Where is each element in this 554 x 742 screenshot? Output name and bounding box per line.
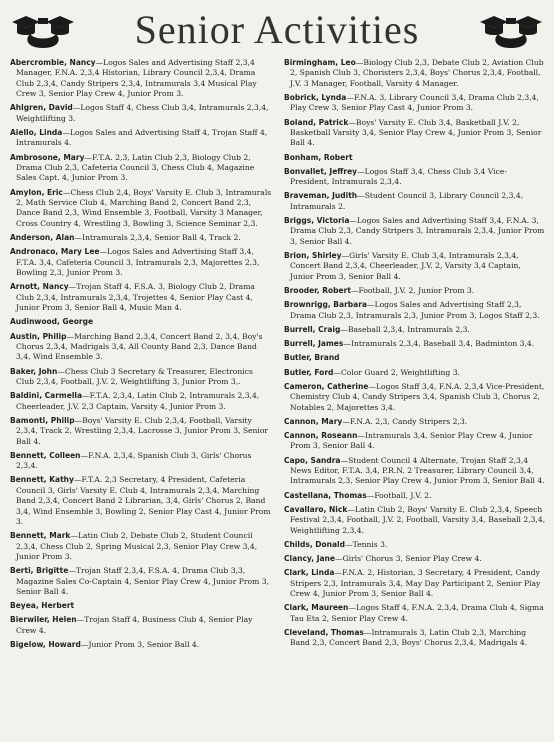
senior-activities: Intramurals 3,4, Senior Play Crew 4, Junior Prom 3, Senior Ball 4.	[290, 430, 533, 451]
senior-entry	[10, 601, 273, 611]
senior-entry	[284, 491, 546, 501]
senior-activities: Tennis 3.	[352, 539, 388, 549]
senior-activities: Intramurals 3, Latin Club 2,3, Marching Band 2,3, Concert Band 2,3, Boys' Chorus 2,3,4, Madrigals 4.	[290, 627, 528, 648]
senior-activities: Logos Sales and Advertising Staff 2,3, Drama Club 2,3, Intramurals 2,3, Junior Prom 3, Logos Staff 2,3.	[290, 300, 540, 320]
senior-activities: Student Council 3, Library Council 2,3,4, Intramurals 2.	[290, 191, 524, 211]
senior-entry	[284, 167, 546, 188]
senior-name: Burrell, James	[284, 339, 344, 349]
entry-separator: —	[68, 566, 76, 576]
entry-separator: —	[342, 416, 350, 426]
senior-name: Briggs, Victoria	[284, 216, 350, 226]
senior-entry	[284, 628, 546, 649]
senior-activities: F.N.A. 2,3, Candy Stripers 2,3.	[349, 416, 468, 426]
senior-name: Bonvallet, Jeffrey	[284, 166, 358, 176]
senior-entry	[10, 58, 273, 100]
senior-name: Capo, Sandra	[284, 455, 341, 465]
entry-separator: —	[70, 531, 79, 541]
senior-entry	[10, 391, 273, 412]
entry-separator: —	[366, 490, 375, 500]
senior-activities: Junior Prom 3, Senior Ball 4.	[88, 640, 200, 650]
senior-activities: Latin Club 2, Boys' Varsity E. Club 2,3,4, Speech Festival 2,3,4, Football, J.V. 2, Football, Varsity 3,4, Baseball 2,3,4, Weightlifting 2,3,4.	[290, 504, 546, 535]
senior-entry	[10, 317, 273, 327]
senior-entry	[10, 128, 273, 149]
senior-activities: F.N.A. 3, Library Council 3,4, Drama Club 2,3,4, Play Crew 3, Senior Play Cast 4, Junior Prom 3.	[290, 93, 539, 113]
senior-name: Anderson, Alan	[10, 233, 75, 243]
senior-name: Ambrosone, Mary	[10, 152, 85, 162]
entry-separator: —	[357, 166, 365, 176]
entry-separator: —	[343, 339, 351, 349]
senior-name: Bobrick, Lynda	[284, 93, 347, 103]
entry-separator: —	[348, 117, 356, 127]
senior-activities: Boys' Varsity E. Club 2,3,4, Football, Varsity 2,3,4, Track 2, Wrestling 2,3,4, Lacrosse 3, Junior Prom 3, Senior Ball 4.	[16, 415, 269, 446]
senior-name: Cameron, Catherine	[284, 381, 369, 391]
entry-separator: —	[341, 251, 350, 261]
senior-entry	[284, 456, 546, 487]
graduation-cap-emblem-icon	[476, 10, 546, 52]
senior-name: Audinwood, George	[10, 317, 94, 327]
senior-entry	[10, 233, 273, 243]
senior-name: Bonham, Robert	[284, 152, 353, 162]
senior-name: Clark, Linda	[284, 568, 335, 578]
senior-name: Arnott, Nancy	[10, 282, 69, 292]
entry-separator: —	[80, 640, 89, 650]
entry-separator: —	[357, 430, 366, 440]
senior-entry	[284, 191, 546, 212]
senior-activities: Trojan Staff 4, Business Club 4, Senior Play Crew 4.	[16, 615, 253, 635]
senior-name: Amylon, Eric	[10, 187, 63, 197]
senior-name: Childs, Donald	[284, 539, 345, 549]
senior-entry	[284, 339, 546, 349]
entry-separator: —	[346, 93, 354, 103]
entry-separator: —	[68, 282, 77, 292]
senior-entry	[284, 325, 546, 335]
entry-separator: —	[66, 331, 75, 341]
entry-separator: —	[355, 58, 364, 67]
senior-entry	[284, 431, 546, 452]
senior-entry	[284, 540, 546, 550]
senior-activities: Girls' Varsity E. Club 3,4, Intramurals 2,3,4, Concert Band 2,3,4, Cheerleader, J.V. 2, Varsity 3,4 Captain, Junior Prom 3, Senior Ball 4.	[290, 251, 521, 281]
header	[0, 0, 554, 58]
entry-separator: —	[368, 381, 376, 391]
senior-name: Clark, Maureen	[284, 603, 349, 613]
entry-separator: —	[84, 152, 93, 162]
senior-name: Berti, Brigitte	[10, 566, 69, 576]
senior-entry	[10, 475, 273, 527]
entry-separator: —	[57, 366, 65, 376]
senior-activities: Logos Sales and Advertising Staff 2,3,4 Manager, F.N.A. 2,3,4 Historian, Library Council 2,3,4, Drama Club 2,3,4, Candy Stripers 2,3,4, Intramurals 3,4 Musical Play Crew 3, Senior Play Crew 4, Junior Prom 3.	[16, 58, 257, 99]
senior-entry	[10, 247, 273, 278]
right-column	[284, 58, 546, 652]
senior-name: Bennett, Kathy	[10, 475, 74, 485]
senior-entry	[10, 531, 273, 562]
senior-activities: F.N.A. 2,3,4, Spanish Club 3, Girls' Chorus 2,3,4.	[16, 450, 252, 471]
senior-activities: Logos Staff 4, F.N.A. 2,3,4, Drama Club 4, Sigma Tau Eta 2, Senior Play Crew 4.	[290, 603, 544, 623]
entry-separator: —	[334, 553, 343, 563]
senior-entry	[284, 286, 546, 296]
entry-separator: —	[76, 615, 85, 625]
senior-activities: Boys' Varsity E. Club 3,4, Basketball J.V. 2, Basketball Varsity 3,4, Senior Play Crew 4, Junior Prom 3, Senior Ball 4.	[290, 117, 542, 148]
entry-separator: —	[366, 300, 375, 310]
senior-activities: Logos Staff 4, Chess Club 3,4, Intramurals 2,3,4, Weightlifting 3.	[16, 103, 269, 123]
senior-activities: Girls' Chorus 3, Senior Play Crew 4.	[342, 553, 482, 563]
senior-name: Butler, Brand	[284, 353, 340, 363]
entry-separator: —	[74, 415, 83, 425]
entry-separator: —	[347, 504, 355, 514]
senior-name: Aiello, Linda	[10, 128, 63, 138]
senior-entry	[284, 58, 546, 89]
entry-separator: —	[340, 324, 348, 334]
senior-name: Butler, Ford	[284, 367, 334, 377]
senior-name: Bennett, Mark	[10, 531, 71, 541]
senior-name: Boland, Patrick	[284, 117, 349, 127]
senior-entry	[284, 300, 546, 321]
senior-name: Beyea, Herbert	[10, 601, 75, 611]
senior-name: Austin, Philip	[10, 331, 67, 341]
senior-entry	[284, 568, 546, 599]
entry-separator: —	[340, 455, 349, 465]
senior-entry	[10, 153, 273, 184]
senior-name: Cannon, Mary	[284, 416, 343, 426]
entry-separator: —	[95, 58, 104, 67]
senior-entry	[284, 417, 546, 427]
senior-activities: F.N.A. 2, Historian, 3 Secretary, 4 President, Candy Stripers 2,3, Intramurals 3,4, May Day Participant 2, Senior Play Crew 4, Junior Prom 3, Senior Ball 4.	[290, 568, 541, 598]
page-title: Senior Activities	[134, 7, 420, 52]
senior-activities: Football, J.V. 2.	[374, 490, 432, 500]
senior-name: Bennett, Colleen	[10, 450, 81, 460]
senior-activities: Intramurals 2,3,4, Senior Ball 4, Track 2.	[82, 233, 241, 243]
senior-activities: Logos Sales and Advertising Staff 3,4, F.N.A. 3, Drama Club 2,3, Candy Stripers 3, Intramurals 2,3,4, Junior Prom 3, Senior Ball 4.	[290, 216, 545, 246]
senior-name: Abercrombie, Nancy	[10, 58, 96, 67]
senior-entry	[284, 93, 546, 114]
senior-activities: Biology Club 2,3, Debate Club 2, Aviation Club 2, Spanish Club 3, Choristers 2,3,4, Boys' Chorus 2,3,4, Football, J.V. 3 Manager, Football, Varsity 4 Manager.	[290, 58, 544, 88]
senior-name: Bamonti, Philip	[10, 415, 75, 425]
senior-name: Birmingham, Leo	[284, 58, 356, 67]
senior-entry	[284, 382, 546, 413]
entry-separator: —	[82, 391, 90, 401]
senior-activities: Chess Club 3 Secretary & Treasurer, Electronics Club 2,3,4, Football, J.V. 2, Weightlifting 3, Junior Prom 3,.	[16, 366, 253, 386]
entry-separator: —	[350, 286, 359, 296]
senior-name: Cavallaro, Nick	[284, 504, 348, 514]
senior-name: Baker, John	[10, 366, 58, 376]
entry-separator: —	[334, 568, 342, 578]
entry-separator: —	[349, 216, 357, 226]
senior-name: Bierwiler, Helen	[10, 615, 77, 625]
senior-activities: Marching Band 2,3,4, Concert Band 2, 3,4, Boy's Chorus 2,3,4, Madrigals 3,4, All County Band 2,3, Dance Band 3,4, Wind Ensemble 3.	[16, 331, 263, 362]
senior-activities: Latin Club 2, Debate Club 2, Student Council 2,3,4, Chess Club 2, Spring Musical 2,3, Senior Play Crew 3,4, Junior Prom 3.	[16, 531, 258, 562]
entry-separator: —	[72, 103, 81, 113]
senior-activities: Chess Club 2,4, Boys' Varsity E. Club 3, Intramurals 2, Math Service Club 4, Marching Band 2, Concert Band 2,3, Dance Band 2,3, Wind Ensemble 3, Football, Varsity 3 Manager, Cross Country 4, Wrestling 3, Bowling 3, Science Seminar 2,3.	[16, 187, 272, 228]
senior-entry	[284, 353, 546, 363]
senior-entry	[10, 416, 273, 447]
senior-name: Bigelow, Howard	[10, 640, 81, 650]
entry-separator: —	[99, 247, 108, 257]
senior-entry	[10, 640, 273, 650]
senior-entry	[284, 251, 546, 282]
senior-name: Brion, Shirley	[284, 251, 342, 261]
senior-entry	[284, 216, 546, 247]
senior-activities: Logos Staff 3,4, F.N.A. 2,3,4 Vice-President, Chemistry Club 4, Candy Stripers 3,4, Spanish Club 3, Chorus 2, Notables 2, Majorettes 3,4.	[290, 381, 545, 412]
senior-entry	[284, 505, 546, 536]
entry-separator: —	[73, 475, 82, 485]
entry-separator: —	[348, 603, 356, 613]
senior-entry	[10, 451, 273, 472]
senior-name: Cleveland, Thomas	[284, 627, 364, 637]
senior-activities: Trojan Staff 4, F.S.A. 3, Biology Club 2, Drama Club 2,3,4, Intramurals 2,3,4, Trojettes 4, Senior Play Cast 4, Junior Prom 3, Senior Ball 4, Music Man 4.	[16, 282, 255, 313]
senior-name: Clancy, Jane	[284, 553, 335, 563]
senior-entry	[284, 118, 546, 149]
senior-name: Baldini, Carmella	[10, 391, 83, 401]
senior-activities: Student Council 4 Alternate, Trojan Staff 2,3,4 News Editor, F.T.A. 3,4, P.R.N. 2 Treasurer, Library Council 3,4, Intramurals 2,3, Senior Play Crew 4, Junior Prom 3, Senior Ball 4.	[290, 455, 545, 486]
senior-entry	[284, 554, 546, 564]
senior-activities: Intramurals 2,3,4, Baseball 3,4, Badminton 3,4.	[350, 339, 535, 349]
left-column	[10, 58, 273, 654]
entry-separator: —	[62, 128, 70, 138]
senior-name: Brooder, Robert	[284, 286, 351, 296]
senior-name: Castellana, Thomas	[284, 490, 367, 500]
entry-separator: —	[345, 539, 353, 549]
entry-separator: —	[80, 450, 89, 460]
senior-activities: F.T.A. 2,3, Latin Club 2,3, Biology Club 2, Drama Club 2,3, Cafeteria Council 3, Chess Club 4, Magazine Sales Capt. 4, Junior Prom 3.	[16, 152, 255, 183]
senior-activities: Logos Sales and Advertising Staff 4, Trojan Staff 4, Intramurals 4.	[16, 128, 268, 148]
senior-entry	[10, 282, 273, 313]
senior-activities: Trojan Staff 2,3,4, F.S.A. 4, Drama Club 3,3, Magazine Sales Co-Captain 4, Senior Play Crew 4, Junior Prom 3, Senior Ball 4.	[16, 566, 269, 597]
senior-entry	[10, 367, 273, 388]
entry-separator: —	[357, 191, 365, 201]
senior-entry	[10, 615, 273, 636]
senior-entry	[284, 603, 546, 624]
entry-separator: —	[333, 367, 341, 377]
senior-name: Burrell, Craig	[284, 324, 341, 334]
senior-entry	[284, 368, 546, 378]
senior-name: Brownrigg, Barbara	[284, 300, 367, 310]
entry-separator: —	[363, 627, 372, 637]
entry-separator: —	[62, 187, 71, 197]
senior-activities: Color Guard 2, Weightlifting 3.	[341, 367, 460, 377]
senior-name: Ahlgren, David	[10, 103, 73, 113]
senior-name: Braveman, Judith	[284, 191, 358, 201]
senior-entry	[10, 332, 273, 363]
senior-activities: Baseball 2,3,4, Intramurals 2,3.	[347, 324, 470, 334]
senior-activities: Football, J.V. 2, Junior Prom 3.	[358, 286, 475, 296]
senior-activities: F.T.A. 2,3 Secretary, 4 President, Cafeteria Council 3, Girls' Varsity E. Club 4, Intramurals 2,3,4, Marching Band 2,3,4, Concert Band 2 Librarian, 3,4, Girls' Chorus 2, Band 3,4, Wind Ensemble 3, Bowling 2, Senior Play Cast 4, Junior Prom 3.	[16, 475, 271, 526]
senior-entry	[284, 153, 546, 163]
senior-entry	[10, 103, 273, 124]
senior-entry	[10, 566, 273, 597]
senior-name: Andronaco, Mary Lee	[10, 247, 100, 257]
senior-activities: F.T.A. 2,3,4, Latin Club 2, Intramurals 2,3,4, Cheerleader, J.V. 2,3 Captain, Varsity 4, Junior Prom 3.	[16, 391, 260, 411]
entry-separator: —	[74, 233, 83, 243]
senior-entry	[10, 188, 273, 230]
senior-activities: Logos Sales and Advertising Staff 3,4, F.T.A. 3,4, Cafeteria Council 3, Intramurals 2,3, Majorettes 2,3, Bowling 2,3, Junior Prom 3.	[16, 247, 260, 278]
senior-name: Cannon, Roseann	[284, 430, 358, 440]
senior-activities: Logos Staff 3,4, Chess Club 3,4 Vice-President, Intramurals 2,3,4.	[290, 166, 507, 187]
